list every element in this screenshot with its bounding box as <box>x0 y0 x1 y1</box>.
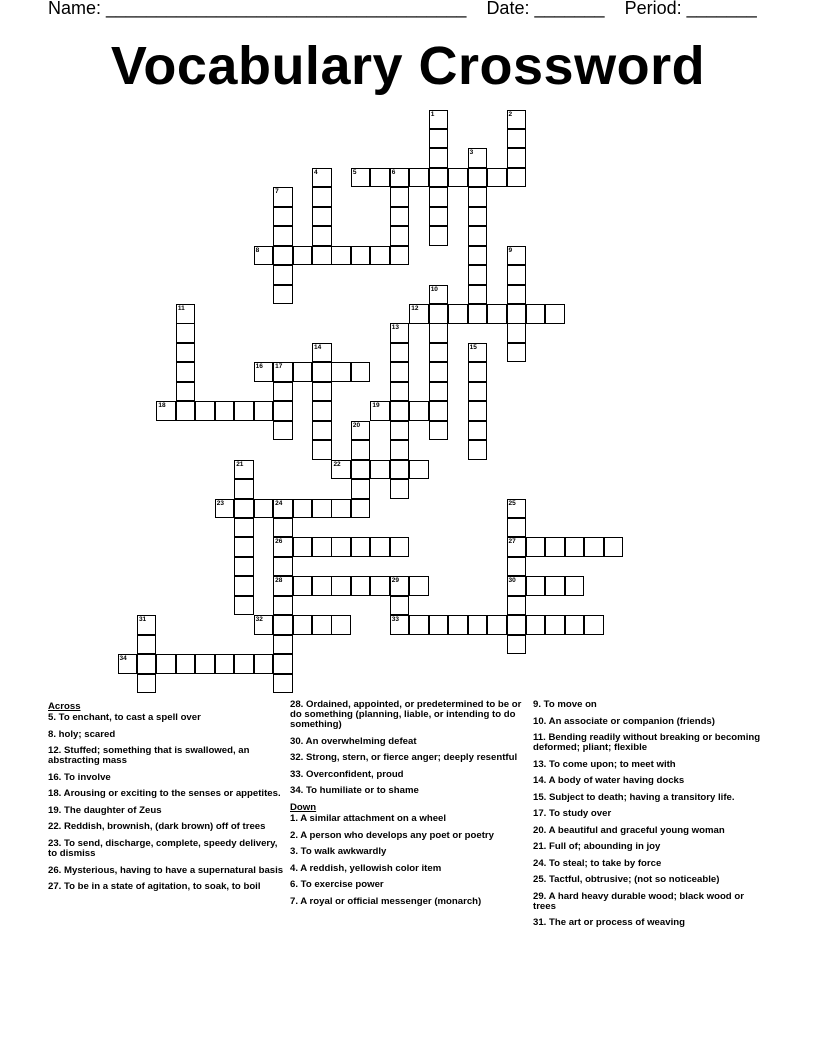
crossword-cell[interactable] <box>273 362 293 382</box>
crossword-cell[interactable] <box>254 615 274 635</box>
clue-number: 18 <box>158 402 166 410</box>
crossword-cell[interactable] <box>176 343 196 363</box>
crossword-cell[interactable] <box>312 343 332 363</box>
crossword-cell[interactable] <box>507 323 527 343</box>
crossword-cell[interactable] <box>273 537 293 557</box>
crossword-cell[interactable] <box>176 382 196 402</box>
crossword-cell[interactable] <box>487 304 507 324</box>
clue-number: 5 <box>352 168 357 176</box>
clues-column-2 <box>290 700 526 913</box>
crossword-cell[interactable] <box>312 615 332 635</box>
crossword-cell[interactable] <box>507 557 527 577</box>
crossword-cell[interactable] <box>273 615 293 635</box>
page-title: Vocabulary Crossword <box>110 36 706 96</box>
clue-item: 13. To come upon; to meet with <box>533 758 676 770</box>
clue-number: 14 <box>314 343 322 351</box>
crossword-cell[interactable] <box>215 499 235 519</box>
crossword-cell[interactable] <box>351 246 371 266</box>
crossword-cell[interactable] <box>507 148 527 168</box>
crossword-cell[interactable] <box>429 226 449 246</box>
crossword-cell[interactable] <box>273 226 293 246</box>
clue-number: 11 <box>177 305 185 312</box>
clue-item: 8. holy; scared <box>48 728 116 740</box>
crossword-cell[interactable] <box>312 421 332 441</box>
clue-number: 7 <box>275 188 279 196</box>
crossword-cell[interactable] <box>273 285 293 305</box>
crossword-cell[interactable] <box>390 362 410 382</box>
crossword-cell[interactable] <box>254 499 274 519</box>
name-field[interactable]: ____________________________________ <box>106 0 467 18</box>
clue-item: 18. Arousing or exciting to the senses or appetites. <box>48 788 281 800</box>
crossword-cell[interactable] <box>234 479 254 499</box>
crossword-cell[interactable] <box>468 362 488 382</box>
crossword-cell[interactable] <box>390 421 410 441</box>
crossword-cell[interactable] <box>273 382 293 402</box>
clue-number: 17 <box>275 363 283 371</box>
across-heading: Across <box>48 701 81 712</box>
crossword-cell[interactable] <box>507 304 527 324</box>
crossword-cell[interactable] <box>429 362 449 382</box>
crossword-cell[interactable] <box>468 226 488 246</box>
clue-item: 12. Stuffed; something that is swallowed, an abstracting mass <box>48 745 250 767</box>
crossword-cell[interactable] <box>331 576 351 596</box>
crossword-cell[interactable] <box>468 343 488 363</box>
crossword-cell[interactable] <box>273 654 293 674</box>
crossword-cell[interactable] <box>507 129 527 149</box>
crossword-cell[interactable] <box>390 246 410 266</box>
clue-item: 9. To move on <box>533 699 597 710</box>
crossword-cell[interactable] <box>390 323 410 343</box>
crossword-cell[interactable] <box>254 246 274 266</box>
crossword-cell[interactable] <box>234 460 254 480</box>
crossword-cell[interactable] <box>176 401 196 421</box>
crossword-cell[interactable] <box>370 246 390 266</box>
crossword-cell[interactable] <box>273 401 293 421</box>
clue-number: 23 <box>216 499 224 507</box>
clue-number: 8 <box>255 246 260 254</box>
crossword-cell[interactable] <box>176 323 196 343</box>
crossword-cell[interactable] <box>409 615 429 635</box>
crossword-cell[interactable] <box>429 401 449 421</box>
crossword-cell[interactable] <box>507 265 527 285</box>
crossword-cell[interactable] <box>487 615 507 635</box>
crossword-cell[interactable] <box>176 362 196 382</box>
crossword-cell[interactable] <box>118 654 138 674</box>
clue-item: 10. An associate or companion (friends) <box>533 715 715 727</box>
crossword-cell[interactable] <box>351 460 371 480</box>
clue-item: 5. To enchant, to cast a spell over <box>48 712 201 724</box>
crossword-cell[interactable] <box>312 207 332 227</box>
crossword-cell[interactable] <box>273 265 293 285</box>
crossword-cell[interactable] <box>409 168 429 188</box>
crossword-cell[interactable] <box>468 382 488 402</box>
clue-number: 28 <box>275 577 283 585</box>
down-heading: Down <box>290 801 317 813</box>
crossword-cell[interactable] <box>507 635 527 655</box>
crossword-cell[interactable] <box>507 168 527 188</box>
crossword-cell[interactable] <box>390 187 410 207</box>
crossword-cell[interactable] <box>429 285 449 305</box>
crossword-cell[interactable] <box>468 421 488 441</box>
crossword-cell[interactable] <box>331 537 351 557</box>
date-field[interactable]: _______ <box>534 0 605 18</box>
crossword-cell[interactable] <box>429 343 449 363</box>
crossword-cell[interactable] <box>234 499 254 519</box>
crossword-cell[interactable] <box>545 576 565 596</box>
crossword-cell[interactable] <box>468 187 488 207</box>
clue-item: 24. To steal; to take by force <box>533 857 662 869</box>
crossword-cell[interactable] <box>390 440 410 460</box>
crossword-cell[interactable] <box>273 557 293 577</box>
crossword-cell[interactable] <box>468 285 488 305</box>
clue-item: 23. To send, discharge, complete, speedy delivery, to dismiss <box>48 837 278 860</box>
clue-number: 15 <box>469 343 477 351</box>
clue-item: 34. To humiliate or to shame <box>290 785 419 797</box>
crossword-cell[interactable] <box>429 421 449 441</box>
crossword-cell[interactable] <box>351 576 371 596</box>
clue-number: 34 <box>119 655 127 663</box>
crossword-cell[interactable] <box>390 226 410 246</box>
clue-item: 16. To involve <box>48 771 111 783</box>
crossword-cell[interactable] <box>584 537 604 557</box>
clue-number: 20 <box>352 421 361 429</box>
crossword-cell[interactable] <box>448 304 468 324</box>
crossword-cell[interactable] <box>390 343 410 363</box>
clue-number: 26 <box>275 538 283 546</box>
crossword-cell[interactable] <box>331 246 351 266</box>
crossword-cell[interactable] <box>312 440 332 460</box>
crossword-cell[interactable] <box>273 207 293 227</box>
crossword-cell[interactable] <box>273 499 293 519</box>
crossword-cell[interactable] <box>254 654 274 674</box>
crossword-cell[interactable] <box>254 362 274 382</box>
clue-number: 24 <box>275 499 283 507</box>
clue-number: 25 <box>508 499 516 507</box>
crossword-cell[interactable] <box>507 285 527 305</box>
crossword-cell[interactable] <box>565 615 585 635</box>
crossword-cell[interactable] <box>331 362 351 382</box>
crossword-cell[interactable] <box>156 654 176 674</box>
crossword-cell[interactable] <box>390 576 410 596</box>
crossword-cell[interactable] <box>312 246 332 266</box>
crossword-cell[interactable] <box>176 304 196 324</box>
crossword-cell[interactable] <box>545 615 565 635</box>
down-clue-list <box>290 814 526 907</box>
clues-column-3 <box>533 700 769 935</box>
crossword-cell[interactable] <box>507 576 527 596</box>
crossword-cell[interactable] <box>254 401 274 421</box>
clue-number: 12 <box>411 305 419 312</box>
crossword-cell[interactable] <box>604 537 624 557</box>
crossword-cell[interactable] <box>390 596 410 616</box>
clue-item: 14. A body of water having docks <box>533 775 685 787</box>
crossword-cell[interactable] <box>468 168 488 188</box>
crossword-cell[interactable] <box>526 304 546 324</box>
crossword-cell[interactable] <box>273 596 293 616</box>
crossword-cell[interactable] <box>526 576 546 596</box>
crossword-cell[interactable] <box>507 499 527 519</box>
crossword-cell[interactable] <box>351 440 371 460</box>
crossword-cell[interactable] <box>390 168 410 188</box>
crossword-cell[interactable] <box>195 401 215 421</box>
crossword-cell[interactable] <box>468 440 488 460</box>
clue-item: 31. The art or process of weaving <box>533 917 685 929</box>
across-clue-list <box>48 713 284 892</box>
crossword-cell[interactable] <box>137 615 157 635</box>
crossword-cell[interactable] <box>215 654 235 674</box>
clue-item: 32. Strong, stern, or fierce anger; deeply resentful <box>290 752 518 764</box>
crossword-cell[interactable] <box>390 479 410 499</box>
crossword-cell[interactable] <box>429 207 449 227</box>
crossword-cell[interactable] <box>312 226 332 246</box>
crossword-cell[interactable] <box>429 129 449 149</box>
clue-number: 3 <box>469 149 474 157</box>
crossword-cell[interactable] <box>312 401 332 421</box>
crossword-cell[interactable] <box>507 596 527 616</box>
clue-number: 19 <box>372 402 380 410</box>
clue-number: 33 <box>391 616 400 624</box>
clue-number: 30 <box>508 577 516 585</box>
clue-item: 20. A beautiful and graceful young woman <box>533 824 725 836</box>
crossword-cell[interactable] <box>331 460 351 480</box>
clue-number: 22 <box>333 460 341 468</box>
crossword-cell[interactable] <box>351 168 371 188</box>
crossword-cell[interactable] <box>507 615 527 635</box>
crossword-cell[interactable] <box>273 674 293 694</box>
clue-item: 7. A royal or official messenger (monarch) <box>290 895 482 907</box>
clue-item: 11. Bending readily without breaking or becoming deformed; pliant; flexible <box>533 732 761 754</box>
crossword-cell[interactable] <box>293 362 313 382</box>
crossword-cell[interactable] <box>312 187 332 207</box>
crossword-cell[interactable] <box>312 576 332 596</box>
crossword-cell[interactable] <box>351 362 371 382</box>
crossword-cell[interactable] <box>137 635 157 655</box>
clue-item: 29. A hard heavy durable wood; black wood or trees <box>533 890 744 912</box>
crossword-cell[interactable] <box>234 557 254 577</box>
crossword-cell[interactable] <box>429 615 449 635</box>
clues-column-1 <box>48 700 284 899</box>
crossword-cell[interactable] <box>293 537 313 557</box>
crossword-cell[interactable] <box>273 187 293 207</box>
across-clue-list-continued <box>290 700 526 797</box>
clue-number: 2 <box>508 110 513 118</box>
crossword-cell[interactable] <box>468 246 488 266</box>
crossword-cell[interactable] <box>409 304 429 324</box>
clue-item: 25. Tactful, obtrusive; (not so noticeable) <box>533 874 720 886</box>
crossword-cell[interactable] <box>293 246 313 266</box>
clue-item: 27. To be in a state of agitation, to soak, to boil <box>48 881 261 893</box>
clue-number: 32 <box>255 616 263 624</box>
date-label: Date: <box>486 0 530 18</box>
crossword-cell[interactable] <box>409 460 429 480</box>
crossword-cell[interactable] <box>565 537 585 557</box>
crossword-cell[interactable] <box>429 323 449 343</box>
clue-item: 17. To study over <box>533 808 612 820</box>
clue-number: 4 <box>314 168 318 176</box>
crossword-cell[interactable] <box>565 576 585 596</box>
crossword-cell[interactable] <box>390 207 410 227</box>
crossword-cell[interactable] <box>312 362 332 382</box>
crossword-cell[interactable] <box>351 499 371 519</box>
crossword-cell[interactable] <box>351 479 371 499</box>
crossword-cell[interactable] <box>429 148 449 168</box>
crossword-cell[interactable] <box>429 187 449 207</box>
crossword-cell[interactable] <box>468 207 488 227</box>
crossword-cell[interactable] <box>331 499 351 519</box>
crossword-cell[interactable] <box>429 110 449 130</box>
crossword-cell[interactable] <box>584 615 604 635</box>
clue-item: 30. An overwhelming defeat <box>290 735 417 747</box>
crossword-cell[interactable] <box>312 382 332 402</box>
crossword-cell[interactable] <box>351 537 371 557</box>
clue-item: 15. Subject to death; having a transitory life. <box>533 791 735 803</box>
clue-item: 28. Ordained, appointed, or predetermined to be or do something (planning, liable, or intending to do something) <box>290 699 522 731</box>
down-clue-list-continued <box>533 700 769 929</box>
crossword-cell[interactable] <box>370 576 390 596</box>
crossword-cell[interactable] <box>390 537 410 557</box>
crossword-cell[interactable] <box>526 537 546 557</box>
crossword-cell[interactable] <box>507 537 527 557</box>
crossword-cell[interactable] <box>195 654 215 674</box>
crossword-cell[interactable] <box>312 537 332 557</box>
clue-item: 21. Full of; abounding in joy <box>533 841 661 853</box>
clue-number: 21 <box>236 460 244 468</box>
clue-item: 3. To walk awkwardly <box>290 846 387 858</box>
clue-number: 13 <box>391 324 400 332</box>
clue-number: 10 <box>430 285 438 293</box>
crossword-cell[interactable] <box>293 576 313 596</box>
crossword-cell[interactable] <box>351 421 371 441</box>
crossword-cell[interactable] <box>468 265 488 285</box>
crossword-cell[interactable] <box>273 635 293 655</box>
crossword-cell[interactable] <box>293 615 313 635</box>
crossword-cell[interactable] <box>234 654 254 674</box>
clue-item: 26. Mysterious, having to have a supernatural basis <box>48 864 284 876</box>
crossword-cell[interactable] <box>370 168 390 188</box>
crossword-cell[interactable] <box>370 537 390 557</box>
crossword-cell[interactable] <box>273 421 293 441</box>
crossword-cell[interactable] <box>507 246 527 266</box>
crossword-cell[interactable] <box>137 674 157 694</box>
crossword-cell[interactable] <box>409 401 429 421</box>
crossword-cell[interactable] <box>370 460 390 480</box>
crossword-cell[interactable] <box>468 304 488 324</box>
crossword-cell[interactable] <box>234 596 254 616</box>
crossword-cell[interactable] <box>293 499 313 519</box>
crossword-cell[interactable] <box>448 168 468 188</box>
crossword-cell[interactable] <box>234 518 254 538</box>
clue-item: 2. A person who develops any poet or poetry <box>290 829 494 841</box>
crossword-cell[interactable] <box>468 615 488 635</box>
crossword-cell[interactable] <box>526 615 546 635</box>
crossword-cell[interactable] <box>370 401 390 421</box>
crossword-cell[interactable] <box>390 615 410 635</box>
crossword-cell[interactable] <box>312 499 332 519</box>
crossword-cell[interactable] <box>448 615 468 635</box>
crossword-cell[interactable] <box>312 168 332 188</box>
crossword-cell[interactable] <box>507 110 527 130</box>
name-label: Name: <box>48 0 102 18</box>
crossword-cell[interactable] <box>156 401 176 421</box>
crossword-cell[interactable] <box>137 654 157 674</box>
crossword-cell[interactable] <box>234 537 254 557</box>
crossword-cell[interactable] <box>234 576 254 596</box>
crossword-cell[interactable] <box>468 401 488 421</box>
crossword-cell[interactable] <box>545 537 565 557</box>
period-label: Period: <box>624 0 682 18</box>
crossword-cell[interactable] <box>390 382 410 402</box>
crossword-cell[interactable] <box>409 576 429 596</box>
clue-item: 1. A similar attachment on a wheel <box>290 813 447 825</box>
crossword-cell[interactable] <box>468 148 488 168</box>
clue-number: 29 <box>391 577 400 585</box>
clue-item: 4. A reddish, yellowish color item <box>290 862 442 874</box>
crossword-cell[interactable] <box>390 460 410 480</box>
period-field[interactable]: _______ <box>686 0 757 18</box>
clue-item: 33. Overconfident, proud <box>290 768 404 780</box>
crossword-cell[interactable] <box>429 382 449 402</box>
crossword-cell[interactable] <box>234 401 254 421</box>
clue-item: 19. The daughter of Zeus <box>48 804 162 816</box>
clue-number: 31 <box>138 616 147 624</box>
clue-number: 27 <box>508 538 516 546</box>
crossword-cell[interactable] <box>545 304 565 324</box>
clue-item: 6. To exercise power <box>290 879 384 891</box>
crossword-cell[interactable] <box>429 168 449 188</box>
crossword-cell[interactable] <box>273 518 293 538</box>
crossword-cell[interactable] <box>507 518 527 538</box>
crossword-cell[interactable] <box>507 343 527 363</box>
clue-number: 6 <box>391 168 396 176</box>
crossword-cell[interactable] <box>331 615 351 635</box>
clue-number: 9 <box>508 246 513 254</box>
clue-number: 1 <box>430 110 435 118</box>
crossword-cell[interactable] <box>273 576 293 596</box>
crossword-cell[interactable] <box>273 246 293 266</box>
clue-item: 22. Reddish, brownish, (dark brown) off of trees <box>48 821 266 833</box>
crossword-cell[interactable] <box>390 401 410 421</box>
crossword-cell[interactable] <box>215 401 235 421</box>
clue-number: 16 <box>255 363 263 371</box>
crossword-cell[interactable] <box>487 168 507 188</box>
crossword-cell[interactable] <box>429 304 449 324</box>
crossword-cell[interactable] <box>176 654 196 674</box>
